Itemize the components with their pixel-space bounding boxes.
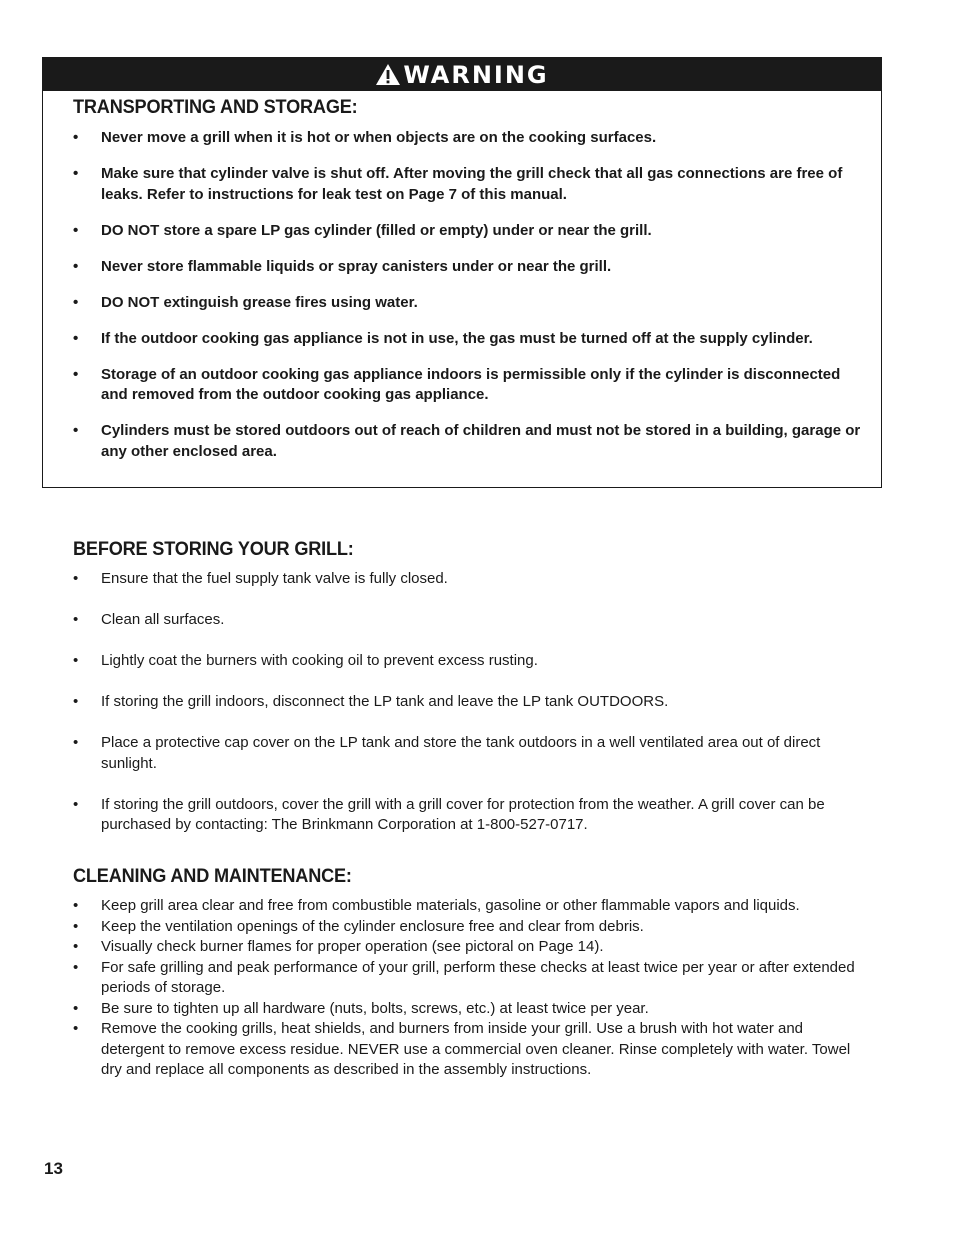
cleaning-heading: CLEANING AND MAINTENANCE: — [73, 865, 352, 887]
list-item: • DO NOT store a spare LP gas cylinder (filled or empty) under or near the grill. — [73, 221, 652, 239]
warning-banner — [43, 58, 881, 91]
list-item: • Storage of an outdoor cooking gas appliance indoors is permissible only if the cylinder is disconnected and removed from the outdoor cooking gas appliance. — [73, 365, 841, 403]
warning-triangle-icon — [375, 63, 401, 86]
before-storing-heading: BEFORE STORING YOUR GRILL: — [73, 538, 354, 560]
page-number: 13 — [44, 1159, 63, 1178]
list-item: • Make sure that cylinder valve is shut off. After moving the grill check that all gas connections are free of leaks. Refer to instructions for leak test on Page 7 of this manual. — [73, 165, 843, 203]
warning-label: WARNING — [403, 60, 549, 89]
list-item: • Be sure to tighten up all hardware (nuts, bolts, screws, etc.) at least twice per year. — [73, 999, 649, 1017]
transport-list — [73, 128, 863, 478]
list-item: • Place a protective cap cover on the LP tank and store the tank outdoors in a well ventilated area out of direct sunlight. — [73, 734, 821, 772]
list-item: • Keep the ventilation openings of the cylinder enclosure free and clear from debris. — [73, 917, 644, 935]
list-item: • Keep grill area clear and free from combustible materials, gasoline or other flammable vapors and liquids. — [73, 897, 800, 914]
list-item: • Clean all surfaces. — [73, 611, 225, 628]
list-item: • If the outdoor cooking gas appliance is not in use, the gas must be turned off at the supply cylinder. — [73, 329, 813, 347]
list-item: • Lightly coat the burners with cooking oil to prevent excess rusting. — [73, 652, 538, 669]
transport-heading: TRANSPORTING AND STORAGE: — [73, 96, 358, 118]
list-item: • Visually check burner flames for proper operation (see pictoral on Page 14). — [73, 938, 604, 955]
list-item: • DO NOT extinguish grease fires using water. — [73, 293, 418, 311]
list-item: • If storing the grill indoors, disconnect the LP tank and leave the LP tank OUTDOORS. — [73, 693, 669, 710]
list-item: • For safe grilling and peak performance of your grill, perform these checks at least twice per year or after extended periods of storage. — [73, 958, 855, 996]
list-item: • Remove the cooking grills, heat shields, and burners from inside your grill. Use a brush with hot water and detergent to remove excess residue. NEVER use a commercial oven cleaner. Rinse completely with water. Towel dry and replace all components as described in the assembly instructions. — [73, 1020, 851, 1078]
before-storing-list — [73, 569, 863, 856]
list-item: • Cylinders must be stored outdoors out of reach of children and must not be stored in a building, garage or any other enclosed area. — [73, 422, 861, 460]
list-item: • Ensure that the fuel supply tank valve is fully closed. — [73, 570, 448, 587]
list-item: • Never store flammable liquids or spray canisters under or near the grill. — [73, 257, 612, 275]
list-item: • If storing the grill outdoors, cover the grill with a grill cover for protection from the weather. A grill cover can be purchased by contacting: The Brinkmann Corporation at 1-800-527-0717. — [73, 795, 825, 833]
cleaning-list — [73, 896, 863, 1081]
list-item: • Never move a grill when it is hot or when objects are on the cooking surfaces. — [73, 129, 657, 146]
